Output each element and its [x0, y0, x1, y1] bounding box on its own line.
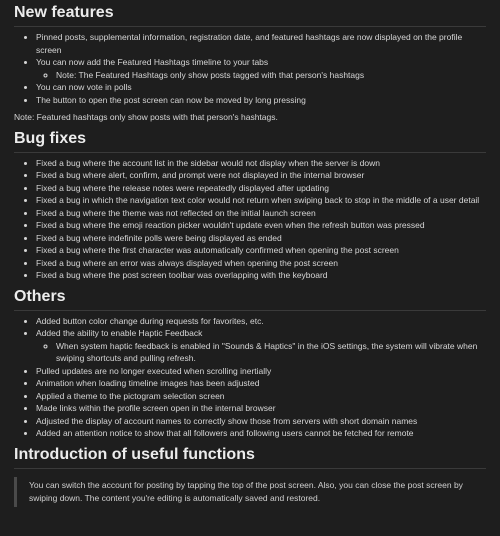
list-item: • Added an attention notice to show that all followers and following users cannot be fetched for remote	[36, 427, 486, 440]
bug-fixes-list	[14, 157, 486, 282]
sub-list	[36, 340, 486, 365]
list-item-text: You can now add the Featured Hashtags timeline to your tabs	[36, 57, 269, 67]
list-item: • Fixed a bug where an error was always displayed when opening the post screen	[36, 257, 486, 270]
others-heading: Others	[14, 286, 486, 311]
list-item: • Applied a theme to the pictogram selection screen	[36, 390, 486, 403]
sub-list-item: ◦ When system haptic feedback is enabled in "Sounds & Haptics" in the iOS settings, the system will vibrate when swiping shortcuts and pulling refresh.	[56, 340, 486, 365]
list-item-text: Added the ability to enable Haptic Feedback	[36, 328, 203, 338]
list-item: • Pinned posts, supplemental information, registration date, and featured hashtags are now displayed on the profile screen	[36, 31, 486, 56]
list-item: • Fixed a bug where the account list in the sidebar would not display when the server is down	[36, 157, 486, 170]
list-item: • Fixed a bug where the first character was automatically confirmed when opening the post screen	[36, 244, 486, 257]
list-item: • Adjusted the display of account names to correctly show those from servers with short domain names	[36, 415, 486, 428]
new-features-list	[14, 31, 486, 106]
bug-fixes-heading: Bug fixes	[14, 128, 486, 153]
list-item: • Fixed a bug where the emoji reaction picker wouldn't update even when the refresh button was pressed	[36, 219, 486, 232]
useful-functions-heading: Introduction of useful functions	[14, 444, 486, 469]
list-item: • Pulled updates are no longer executed when scrolling inertially	[36, 365, 486, 378]
sub-list-item: ◦ Note: The Featured Hashtags only show posts tagged with that person's hashtags	[56, 69, 486, 82]
list-item: • Fixed a bug in which the navigation text color would not return when swiping back to stop in the middle of a user detail	[36, 194, 486, 207]
featured-hashtags-note: Note: Featured hashtags only show posts with that person's hashtags.	[14, 112, 278, 122]
list-item: • You can now vote in polls	[36, 81, 486, 94]
list-item: • Fixed a bug where indefinite polls were being displayed as ended	[36, 232, 486, 245]
list-item: • Fixed a bug where alert, confirm, and prompt were not displayed in the internal browser	[36, 169, 486, 182]
new-features-heading: New features	[14, 0, 486, 27]
others-list	[14, 315, 486, 440]
list-item	[36, 327, 486, 365]
useful-functions-quote: You can switch the account for posting by tapping the top of the post screen. Also, you can close the post screen by swiping down. The content you're editing is automatically saved and restored.	[14, 477, 486, 507]
list-item: • Added button color change during requests for favorites, etc.	[36, 315, 486, 328]
list-item: • The button to open the post screen can now be moved by long pressing	[36, 94, 486, 107]
list-item: • Made links within the profile screen open in the internal browser	[36, 402, 486, 415]
list-item: • Fixed a bug where the theme was not reflected on the initial launch screen	[36, 207, 486, 220]
list-item: • Fixed a bug where the post screen toolbar was overlapping with the keyboard	[36, 269, 486, 282]
list-item: • Animation when loading timeline images has been adjusted	[36, 377, 486, 390]
list-item	[36, 56, 486, 81]
sub-list	[36, 69, 486, 82]
list-item: • Fixed a bug where the release notes were repeatedly displayed after updating	[36, 182, 486, 195]
